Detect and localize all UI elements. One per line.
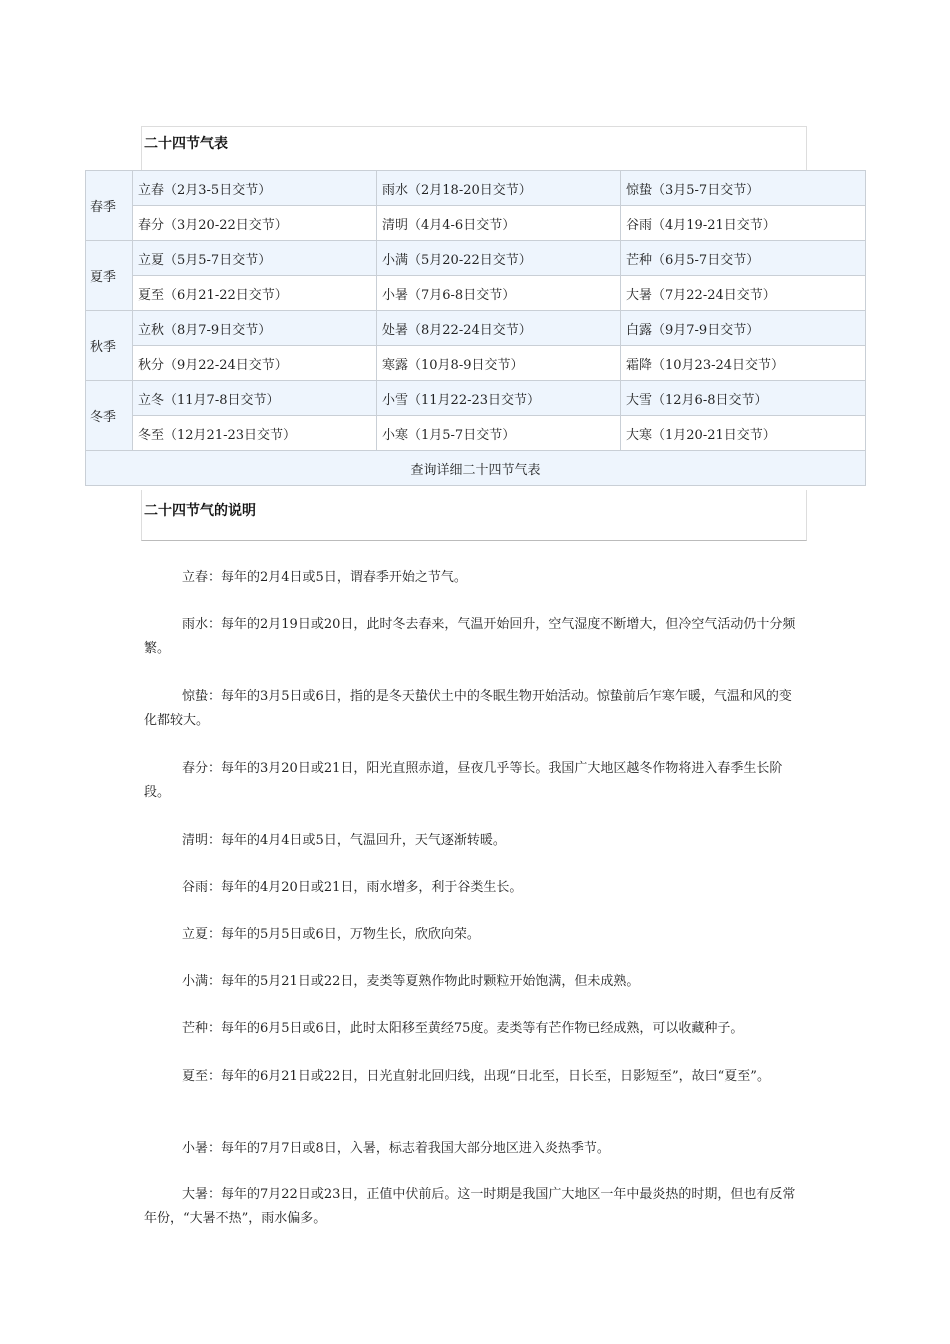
term-cell: 寒露（10月8-9日交节） <box>377 346 621 381</box>
term-cell: 雨水（2月18-20日交节） <box>377 171 621 206</box>
table-row <box>86 241 866 276</box>
table-row <box>86 276 866 311</box>
term-cell: 芒种（6月5-7日交节） <box>621 241 866 276</box>
term-description: 夏至：每年的6月21日或22日，日光直射北回归线，出现“日北至，日长至，日影短至”，故曰“夏至”。 <box>182 1069 770 1084</box>
term-description: 清明：每年的4月4日或5日，气温回升，天气逐渐转暖。 <box>182 833 506 848</box>
term-cell: 立夏（5月5-7日交节） <box>133 241 377 276</box>
term-cell: 大暑（7月22-24日交节） <box>621 276 866 311</box>
term-cell: 小雪（11月22-23日交节） <box>377 381 621 416</box>
term-cell: 夏至（6月21-22日交节） <box>133 276 377 311</box>
season-label: 秋季 <box>86 311 133 381</box>
detailed-table-link[interactable]: 查询详细二十四节气表 <box>86 451 866 486</box>
term-cell: 小满（5月20-22日交节） <box>377 241 621 276</box>
table-row <box>86 346 866 381</box>
term-description: 大暑：每年的7月22日或23日，正值中伏前后。这一时期是我国广大地区一年中最炎热的时期，但也有反常年份，“大暑不热”，雨水偏多。 <box>144 1187 796 1226</box>
term-cell: 小暑（7月6-8日交节） <box>377 276 621 311</box>
term-cell: 秋分（9月22-24日交节） <box>133 346 377 381</box>
table-row <box>86 381 866 416</box>
term-cell: 霜降（10月23-24日交节） <box>621 346 866 381</box>
table-row <box>86 416 866 451</box>
term-cell: 立春（2月3-5日交节） <box>133 171 377 206</box>
term-cell: 清明（4月4-6日交节） <box>377 206 621 241</box>
term-description: 谷雨：每年的4月20日或21日，雨水增多，利于谷类生长。 <box>182 880 523 895</box>
term-cell: 立秋（8月7-9日交节） <box>133 311 377 346</box>
term-description: 立春：每年的2月4日或5日，谓春季开始之节气。 <box>182 570 467 585</box>
term-cell: 处暑（8月22-24日交节） <box>377 311 621 346</box>
season-label: 春季 <box>86 171 133 241</box>
term-description: 春分：每年的3月20日或21日，阳光直照赤道，昼夜几乎等长。我国广大地区越冬作物将进入春季生长阶段。 <box>144 761 783 800</box>
season-label: 夏季 <box>86 241 133 311</box>
term-cell: 大雪（12月6-8日交节） <box>621 381 866 416</box>
season-label: 冬季 <box>86 381 133 451</box>
term-description: 小满：每年的5月21日或22日，麦类等夏熟作物此时颗粒开始饱满，但未成熟。 <box>182 974 640 989</box>
term-description: 雨水：每年的2月19日或20日，此时冬去春来，气温开始回升，空气湿度不断增大，但冷空气活动仍十分频繁。 <box>144 617 796 656</box>
term-cell: 小寒（1月5-7日交节） <box>377 416 621 451</box>
term-cell: 立冬（11月7-8日交节） <box>133 381 377 416</box>
term-cell: 冬至（12月21-23日交节） <box>133 416 377 451</box>
term-cell: 白露（9月7-9日交节） <box>621 311 866 346</box>
term-cell: 春分（3月20-22日交节） <box>133 206 377 241</box>
term-cell: 惊蛰（3月5-7日交节） <box>621 171 866 206</box>
table-title: 二十四节气表 <box>141 126 807 170</box>
term-description: 芒种：每年的6月5日或6日，此时太阳移至黄经75度。麦类等有芒作物已经成熟，可以收藏种子。 <box>182 1021 744 1036</box>
table-row <box>86 171 866 206</box>
term-description: 小暑：每年的7月7日或8日，入暑，标志着我国大部分地区进入炎热季节。 <box>182 1141 610 1156</box>
term-cell: 谷雨（4月19-21日交节） <box>621 206 866 241</box>
term-description: 立夏：每年的5月5日或6日，万物生长，欣欣向荣。 <box>182 927 480 942</box>
table-row <box>86 206 866 241</box>
description-title: 二十四节气的说明 <box>141 490 807 541</box>
solar-terms-table <box>85 170 866 486</box>
term-description: 惊蛰：每年的3月5日或6日，指的是冬天蛰伏土中的冬眠生物开始活动。惊蛰前后乍寒乍暖，气温和风的变化都较大。 <box>144 689 792 728</box>
table-footer-row <box>86 451 866 486</box>
term-cell: 大寒（1月20-21日交节） <box>621 416 866 451</box>
table-row <box>86 311 866 346</box>
